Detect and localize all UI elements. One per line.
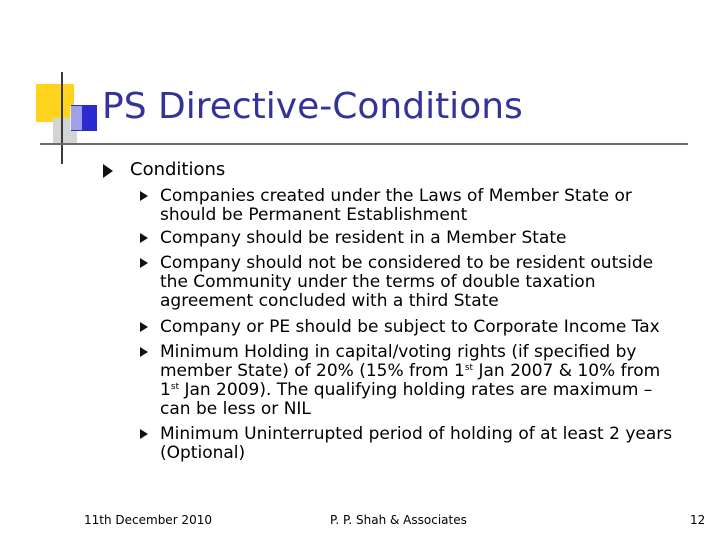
decor-yellow-square (36, 84, 74, 122)
bullet-icon (140, 429, 148, 439)
item-line: should be Permanent Establishment (160, 205, 468, 225)
bullet-icon (140, 322, 148, 332)
item-line: 1st Jan 2009). The qualifying holding rates are maximum – (160, 380, 653, 400)
item-line: Minimum Uninterrupted period of holding of at least 2 years (160, 424, 673, 444)
bullet-icon (140, 233, 148, 243)
item-line: Company or PE should be subject to Corporate Income Tax (160, 317, 660, 337)
footer-company: P. P. Shah & Associates (330, 513, 467, 527)
item-line: can be less or NIL (160, 399, 311, 419)
item-line: Company should not be considered to be resident outside (160, 253, 654, 273)
item-line: Minimum Holding in capital/voting rights (if specified by (160, 342, 637, 362)
title-underline (40, 143, 688, 145)
slide-title: PS Directive-Conditions (102, 86, 523, 127)
item-line: Companies created under the Laws of Member State or (160, 186, 632, 206)
bullet-icon (140, 191, 148, 201)
item-line: (Optional) (160, 443, 246, 463)
page-number: 12 (690, 513, 706, 527)
footer-date: 11th December 2010 (84, 513, 212, 527)
item-line: member State) of 20% (15% from 1st Jan 2007 & 10% from (160, 361, 661, 381)
bullet-icon (103, 164, 113, 178)
item-line: agreement concluded with a third State (160, 291, 499, 311)
decor-vertical-line (61, 72, 63, 164)
item-line: the Community under the terms of double taxation (160, 272, 596, 292)
bullet-icon (140, 258, 148, 268)
decor-highlight (70, 106, 82, 130)
main-bullet-label: Conditions (130, 159, 226, 180)
bullet-icon (140, 347, 148, 357)
item-line: Company should be resident in a Member State (160, 228, 567, 248)
